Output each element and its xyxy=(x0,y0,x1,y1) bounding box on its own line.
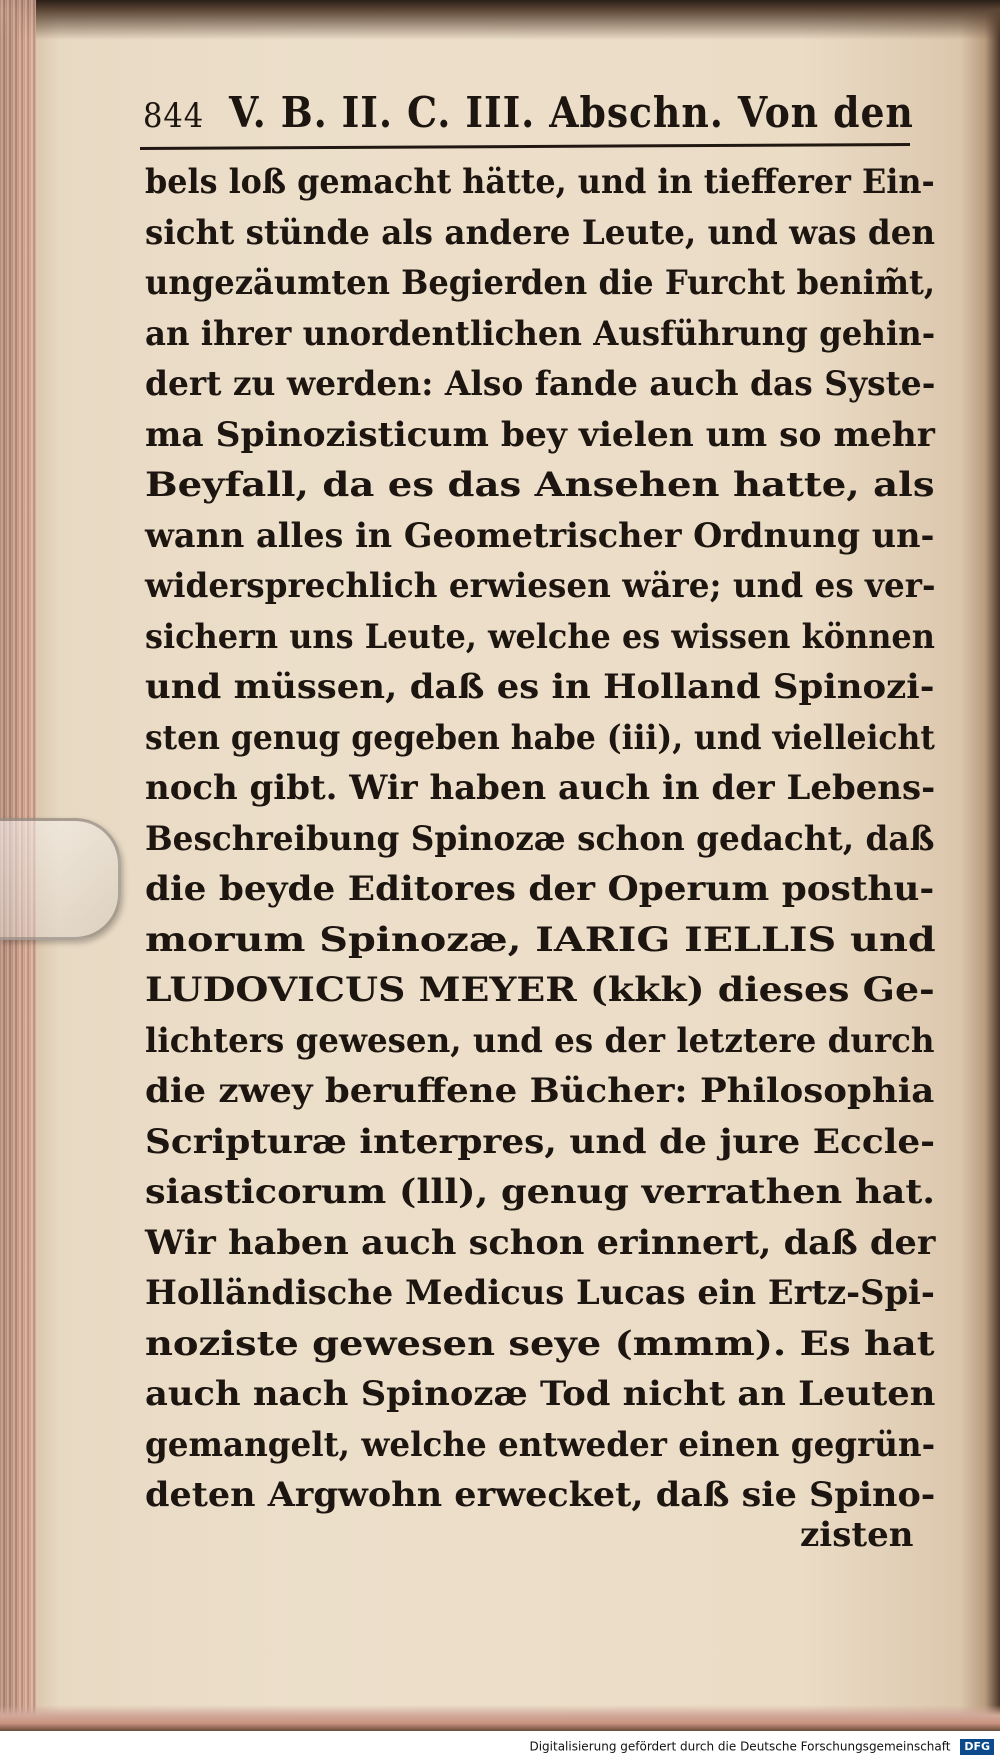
binding-shadow xyxy=(0,0,1000,40)
text-line: ungezäumten Begierden die Furcht benim̃t, xyxy=(145,263,936,303)
text-line: Scripturæ interpres, und de jure Eccle- xyxy=(145,1121,936,1162)
page-number: 844 xyxy=(143,96,205,136)
text-line: Beschreibung Spinozæ schon gedacht, daß xyxy=(145,818,935,859)
text-line: ma Spinozisticum bey vielen um so mehr xyxy=(145,414,935,455)
text-line: sichern uns Leute, welche es wissen können xyxy=(145,616,935,657)
text-line: lichters gewesen, und es der letztere durch xyxy=(145,1020,935,1061)
text-line: an ihrer unordentlichen Ausführung gehin- xyxy=(145,313,936,354)
text-line: die beyde Editores der Operum posthu- xyxy=(145,869,935,909)
running-header xyxy=(143,88,914,150)
text-line: Wir haben auch schon erinnert, daß der xyxy=(145,1222,936,1263)
text-line: sten genug gegeben habe (iii), und vielleicht xyxy=(145,717,935,758)
text-line: auch nach Spinozæ Tod nicht an Leuten xyxy=(145,1374,936,1414)
text-line: gemangelt, welche entweder einen gegrün- xyxy=(145,1424,936,1465)
text-line: dert zu werden: Also fande auch das Syste- xyxy=(145,364,936,404)
text-line: bels loß gemacht hätte, und in tiefferer Ein- xyxy=(145,162,935,202)
text-line: deten Argwohn erwecket, daß sie Spino- xyxy=(145,1475,936,1515)
text-line: sicht stünde als andere Leute, und was den xyxy=(145,212,936,253)
page-clip xyxy=(0,818,121,940)
text-line: siasticorum (lll), genug verrathen hat. xyxy=(145,1172,936,1212)
credit-text: Digitalisierung gefördert durch die Deutsche Forschungsgemeinschaft xyxy=(529,1739,951,1754)
catchword: zisten xyxy=(800,1515,914,1555)
text-line: die zwey beruffene Bücher: Philosophia xyxy=(145,1071,935,1111)
text-line: wann alles in Geometrischer Ordnung un- xyxy=(145,515,935,556)
text-line: und müssen, daß es in Holland Spinozi- xyxy=(145,667,935,707)
text-line: LUDOVICUS MEYER (kkk) dieses Ge- xyxy=(145,970,935,1010)
text-line: morum Spinozæ, IARIG IELLIS und xyxy=(145,919,936,960)
dfg-logo: DFG xyxy=(960,1739,994,1755)
text-line: noziste gewesen seye (mmm). Es hat xyxy=(145,1323,935,1364)
digitization-credit xyxy=(0,1731,1000,1761)
running-title: V. B. II. C. III. Abschn. Von den xyxy=(228,88,914,137)
text-line: Beyfall, da es das Ansehen hatte, als xyxy=(145,465,935,505)
text-line: noch gibt. Wir haben auch in der Lebens- xyxy=(145,768,936,808)
page-bottom-edge xyxy=(0,1705,1000,1731)
text-line: widersprechlich erwiesen wäre; und es ver- xyxy=(145,566,936,606)
text-line: Holländische Medicus Lucas ein Ertz-Spi- xyxy=(145,1273,935,1313)
